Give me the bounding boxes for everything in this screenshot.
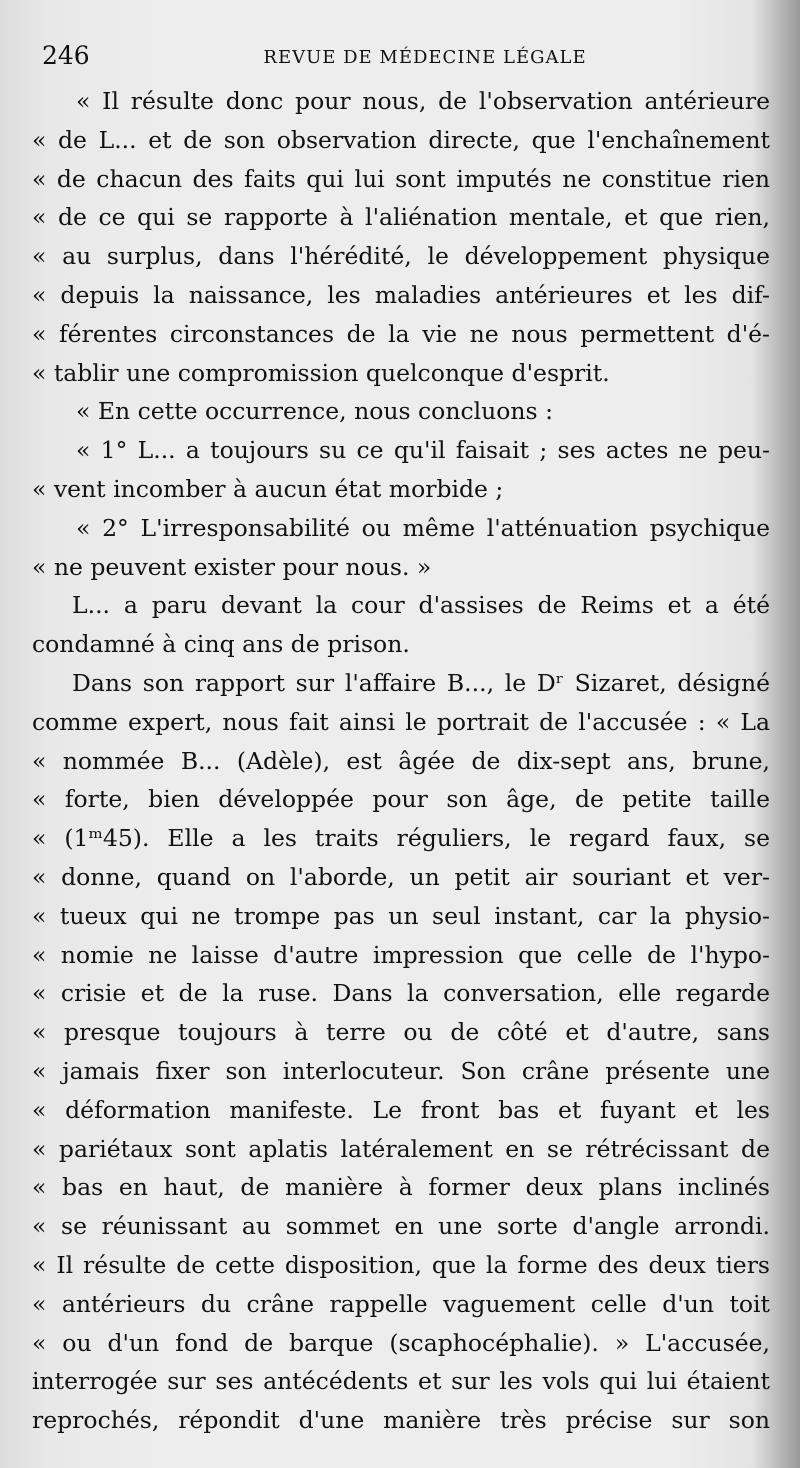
text-line: condamné à cinq ans de prison. (32, 630, 410, 659)
page-number: 246 (42, 41, 90, 70)
text-line: « Il résulte de cette disposition, que la forme des deux tiers (32, 1250, 770, 1279)
text-line: « 1° L... a toujours su ce qu'il faisait ; ses actes ne peu- (76, 436, 770, 465)
text-line: « férentes circonstances de la vie ne nous permettent d'é- (32, 319, 770, 348)
text-line: « depuis la naissance, les maladies antérieures et les dif- (32, 280, 770, 309)
text-line: « ne peuvent exister pour nous. » (32, 552, 432, 581)
text-line: « se réunissant au sommet en une sorte d'angle arrondi. (32, 1212, 770, 1241)
text-line: « ou d'un fond de barque (scaphocéphalie). » L'accusée, (32, 1328, 770, 1357)
text-line: « presque toujours à terre ou de côté et d'autre, sans (32, 1018, 770, 1047)
text-line: « de L... et de son observation directe, que l'enchaînement (32, 125, 770, 154)
text-line: « crisie et de la ruse. Dans la conversation, elle regarde (32, 979, 770, 1008)
text-line: reprochés, répondit d'une manière très précise sur son (32, 1406, 770, 1435)
text-line: « donne, quand on l'aborde, un petit air souriant et ver- (32, 862, 770, 891)
text-line: « nomie ne laisse d'autre impression que celle de l'hypo- (32, 940, 770, 969)
text-line: « pariétaux sont aplatis latéralement en se rétrécissant de (32, 1134, 770, 1163)
text-line: « de ce qui se rapporte à l'aliénation mentale, et que rien, (32, 203, 770, 232)
body-text (32, 82, 770, 1440)
text-line: « antérieurs du crâne rappelle vaguement celle d'un toit (32, 1289, 770, 1318)
text-line: « jamais fixer son interlocuteur. Son crâne présente une (32, 1056, 770, 1085)
text-line: « 2° L'irresponsabilité ou même l'atténuation psychique (76, 513, 770, 542)
text-line: « tablir une compromission quelconque d'esprit. (32, 358, 610, 387)
text-line: comme expert, nous fait ainsi le portrait de l'accusée : « La (32, 707, 770, 736)
running-head: REVUE DE MÉDECINE LÉGALE (263, 47, 587, 68)
text-line: « vent incomber à aucun état morbide ; (32, 474, 504, 503)
text-line: Dans son rapport sur l'affaire B..., le Dʳ Sizaret, désigné (72, 668, 770, 697)
text-line: interrogée sur ses antécédents et sur les vols qui lui étaient (32, 1367, 770, 1396)
text-line: « nommée B... (Adèle), est âgée de dix-sept ans, brune, (32, 746, 770, 775)
text-line: « bas en haut, de manière à former deux plans inclinés (32, 1173, 770, 1202)
text-line: « En cette occurrence, nous concluons : (76, 397, 553, 426)
text-line: L... a paru devant la cour d'assises de Reims et a été (72, 591, 770, 620)
text-line: « (1ᵐ45). Elle a les traits réguliers, le regard faux, se (32, 824, 770, 853)
text-line: « déformation manifeste. Le front bas et fuyant et les (32, 1095, 770, 1124)
text-line: « Il résulte donc pour nous, de l'observation antérieure (76, 87, 770, 115)
text-line: « au surplus, dans l'hérédité, le développement physique (32, 242, 770, 271)
text-line: « de chacun des faits qui lui sont imputés ne constitue rien (32, 164, 770, 193)
text-line: « forte, bien développée pour son âge, de petite taille (32, 785, 770, 814)
text-line: « tueux qui ne trompe pas un seul instant, car la physio- (32, 901, 770, 930)
page-header (40, 40, 760, 72)
